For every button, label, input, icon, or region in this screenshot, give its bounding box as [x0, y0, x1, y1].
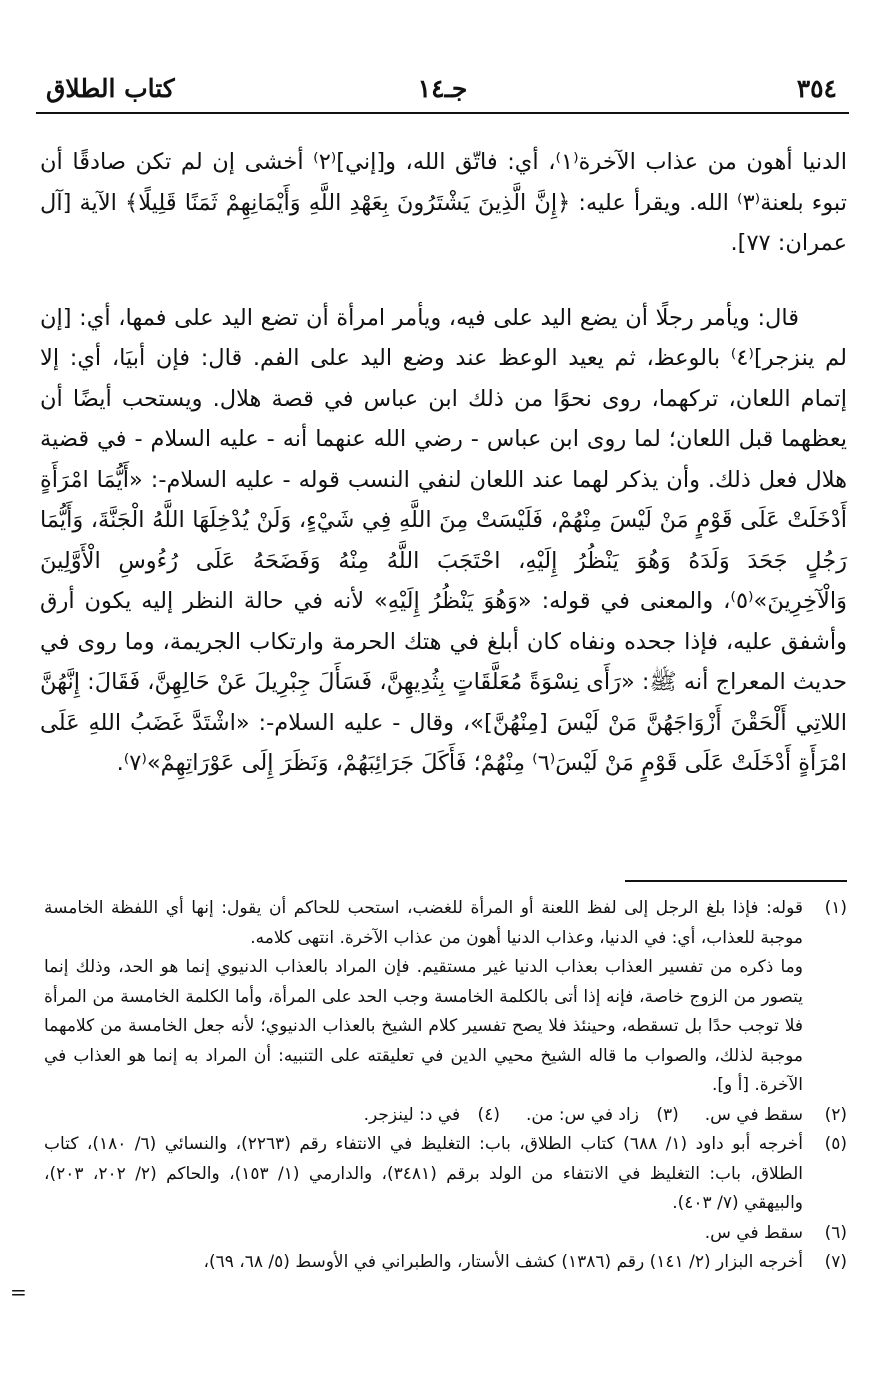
footnote-4 — [364, 1101, 500, 1131]
paragraph-2: قال: ويأمر رجلًا أن يضع اليد على فيه، ويأمر امرأة أن تضع اليد على فمها، أي: [إن لم ينزجر]⁽٤⁾ بالوعظ، ثم يعيد الوعظ عند وضع اليد على الفم. قال: فإن أبيَا، أي: إلا إتمام اللعان، تركهما، روى نحوًا من ذلك ابن عباس في قصة هلال. ويستحب أيضًا أن يعظهما قبل اللعان؛ لما روى ابن عباس - رضي الله عنهما أنه - عليه السلام - في قضية هلال فعل ذلك. وأن يذكر لهما عند اللعان لنفي النسب قوله - عليه السلام-: «أَيُّمَا امْرَأَةٍ أَدْخَلَتْ عَلَى قَوْمٍ مَنْ لَيْسَ مِنْهُمْ، فَلَيْسَتْ مِنَ اللَّهِ فِي شَيْءٍ، وَلَنْ يُدْخِلَهَا اللَّهُ الْجَنَّةَ، وَأَيُّمَا رَجُلٍ جَحَدَ وَلَدَهُ وَهُوَ يَنْظُرُ إِلَيْهِ، احْتَجَبَ اللَّهُ مِنْهُ وَفَضَحَهُ عَلَى رُءُوسِ الْأَوَّلِينَ وَالْآخِرِينَ»⁽٥⁾، والمعنى في قوله: «وَهُوَ يَنْظُرُ إِلَيْهِ» لأنه في حالة النظر إليه يكون أرق وأشفق عليه، فإذا جحده ونفاه كان أبلغ في هتك الحرمة وارتكاب الجريمة، وما روى في حديث المعراج أنه ﷺ: «رَأَى نِسْوَةً مُعَلَّقَاتٍ بِثُدِيهِنَّ، فَسَأَلَ جِبْرِيلَ عَنْ حَالِهِنَّ، فَقَالَ: إِنَّهُنَّ اللاتِي أَلْحَقْنَ أَزْوَاجَهُنَّ مَنْ لَيْسَ [مِنْهُنَّ]»، وقال - عليه السلام-: «اشْتَدَّ غَضَبُ اللهِ عَلَى امْرَأَةٍ أَدْخَلَتْ عَلَى قَوْمٍ مَنْ لَيْسَ⁽٦⁾ مِنْهُمْ؛ فَأَكَلَ جَرَائِبَهُمْ، وَنَظَرَ إِلَى عَوْرَاتِهِمْ»⁽٧⁾. — [40, 304, 847, 776]
footnote-text: زاد في س: من. — [525, 1104, 639, 1125]
header-rule — [36, 112, 849, 114]
footnotes — [44, 894, 847, 1278]
footnote-number: (٣) — [656, 1104, 679, 1125]
continuation-mark: = — [10, 1280, 27, 1304]
footnote-3 — [526, 1101, 679, 1131]
footnote-text — [44, 894, 803, 1101]
footnote-text: سقط في س. — [704, 1104, 803, 1125]
footnote-number: (٧) — [824, 1252, 847, 1272]
footnote-5 — [44, 1130, 847, 1219]
footnote-2 — [705, 1101, 803, 1131]
footnote-text: في د: لينزجر. — [363, 1104, 461, 1125]
footnote-text: أخرجه أبو داود (١/ ٦٨٨) كتاب الطلاق، باب: التغليظ في الانتفاء رقم (٢٢٦٣)، والنسائي (٦/ ١٨٠)، كتاب الطلاق، باب: التغليظ في الانتفاء من الولد برقم (٣٤٨١)، والدارمي (١/ ١٥٣)، والحاكم (٢/ ٢٠٢، ٢٠٣)، والبيهقي (٧/ ٤٠٣). — [44, 1134, 803, 1213]
page-header — [38, 74, 847, 108]
footnote-number: (٢) — [824, 1104, 847, 1125]
footnote-1-part-b: وما ذكره من تفسير العذاب بعذاب الدنيا غير مستقيم. فإن المراد بالعذاب الدنيوي إنما هو الحد، وذلك إنما يتصور من الزوج خاصة، فإنه إذا أتى بالكلمة الخامسة وجب الحد على المرأة، وأما الكلمة الخامسة من المرأة فلا توجب حدًا بل تسقطه، وحينئذ فلا يصح تفسير كلام الشيخ بالعذاب الدنيوي؛ لأنه جعل الخامسة من كلامهما موجبة لذلك، والصواب ما قاله الشيخ محيي الدين في تعليقته على التنبيه: أن المراد به إنما هو العذاب في الآخرة. [أ و]. — [44, 957, 803, 1095]
footnote-number: (٥) — [824, 1134, 847, 1154]
footnote-rule — [625, 880, 847, 882]
footnote-text: سقط في س. — [704, 1222, 803, 1243]
footnote-number: (٤) — [477, 1104, 500, 1125]
paragraph-gap — [40, 264, 847, 298]
book-title: كتاب الطلاق — [46, 74, 175, 103]
volume-number: جـ١٤ — [417, 74, 468, 103]
footnote-text: أخرجه البزار (٢/ ١٤١) رقم (١٣٨٦) كشف الأستار، والطبراني في الأوسط (٥/ ٦٨، ٦٩)، — [203, 1252, 803, 1272]
footnote-1-part-a: قوله: فإذا بلغ الرجل إلى لفظ اللعنة أو المرأة للغضب، استحب للحاكم أن يقول: إنها أي اللفظة الخامسة موجبة للعذاب، أي: في الدنيا، وعذاب الدنيا أهون من عذاب الآخرة. انتهى كلامه. — [44, 898, 803, 948]
footnote-1 — [44, 894, 847, 1101]
footnote-number: (٦) — [824, 1222, 847, 1243]
footnote-6 — [44, 1219, 847, 1249]
footnote-number: (١) — [824, 898, 847, 918]
page-number: ٣٥٤ — [796, 74, 837, 103]
footnotes-2-4-row — [44, 1101, 847, 1131]
main-text — [40, 142, 847, 784]
paragraph-1: الدنيا أهون من عذاب الآخرة⁽١⁾، أي: فاتّق الله، و[إني]⁽٢⁾ أخشى إن لم تكن صادقًا أن تبوء بلعنة⁽٣⁾ الله. ويقرأ عليه: ﴿إِنَّ الَّذِينَ يَشْتَرُونَ بِعَهْدِ اللَّهِ وَأَيْمَانِهِمْ ثَمَنًا قَلِيلًا﴾ الآية [آل عمران: ٧٧]. — [40, 149, 848, 256]
footnote-7 — [44, 1248, 847, 1278]
